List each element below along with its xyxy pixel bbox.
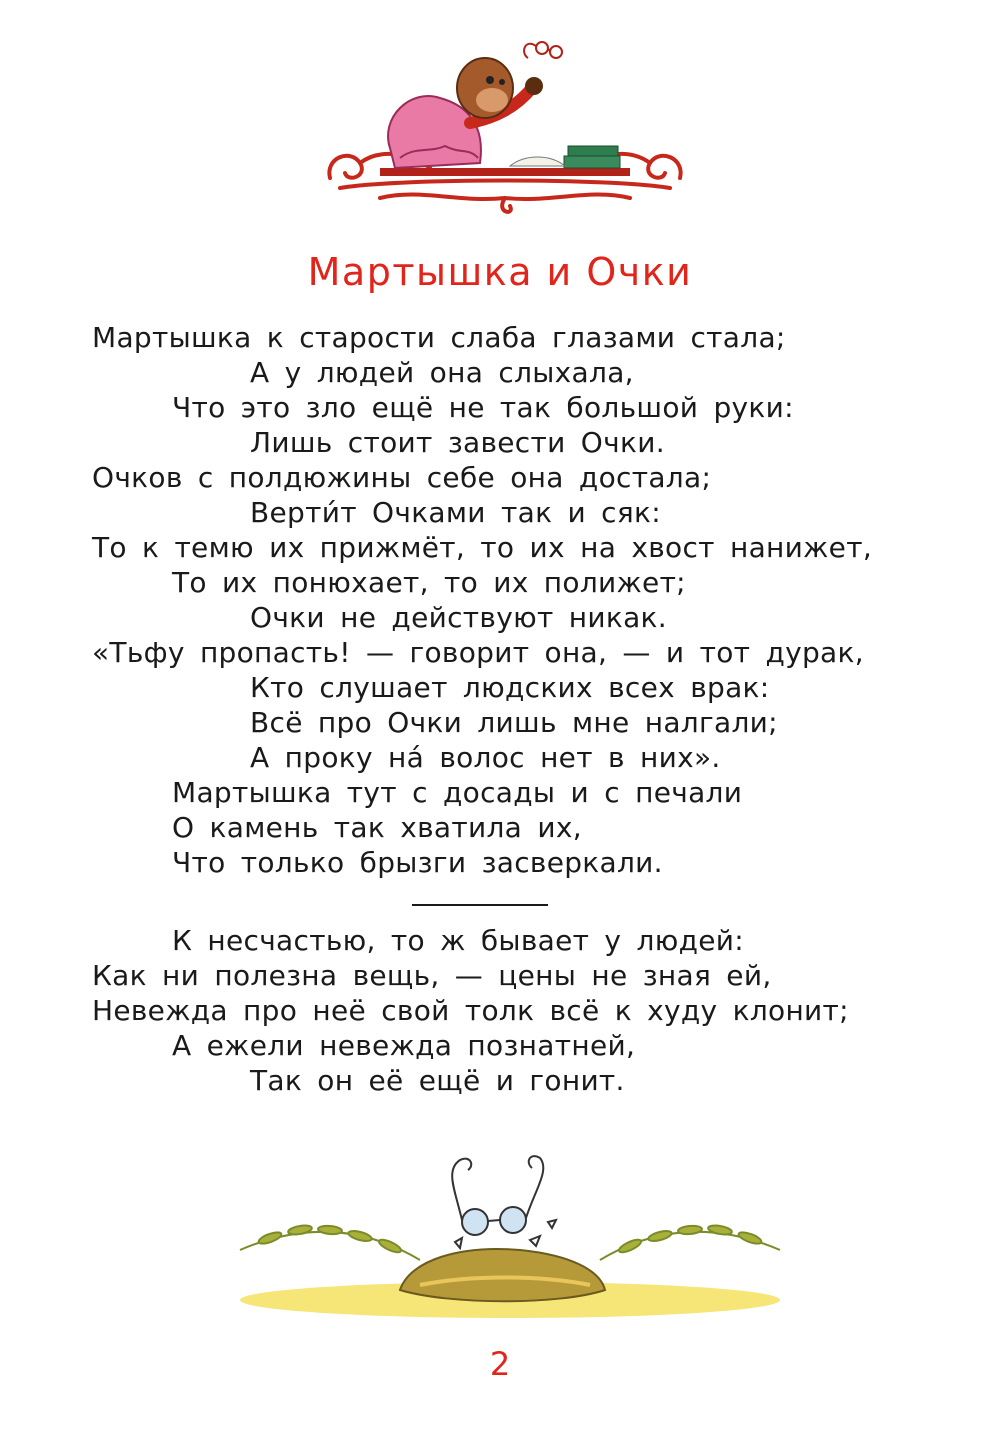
poem-line: К несчастью, то ж бывает у людей:	[172, 924, 744, 957]
monkey-with-glasses-illustration	[320, 28, 690, 218]
poem-line: Мартышка тут с досады и с печали	[172, 776, 743, 809]
poem-line: Что только брызги засверкали.	[172, 846, 663, 879]
poem-line: Мартышка к старости слаба глазами стала;	[92, 321, 786, 354]
stanza-divider	[412, 904, 548, 906]
page-number: 2	[489, 1345, 511, 1383]
ornamental-shelf	[329, 154, 680, 212]
glasses-icon	[524, 42, 562, 58]
poem-line: Невежда про неё свой толк всё к худу клонит;	[92, 994, 849, 1027]
poem-line: То их понюхает, то их полижет;	[172, 566, 686, 599]
poem-line: «Тьфу пропасть! — говорит она, — и тот дурак,	[92, 636, 864, 669]
stone-icon	[400, 1249, 605, 1301]
poem-line: Кто слушает людских всех врак:	[250, 671, 770, 704]
poem-line: А ежели невежда познатней,	[172, 1029, 636, 1062]
poem-line: Так он её ещё и гонит.	[250, 1064, 625, 1097]
poem-title: Мартышка и Очки	[307, 250, 693, 294]
poem-line: Что это зло ещё не так большой руки:	[172, 391, 794, 424]
poem-line: А проку на́ волос нет в них».	[250, 741, 721, 774]
book-icon	[568, 146, 618, 156]
poem-line: Верти́т Очками так и сяк:	[250, 496, 661, 529]
broken-glasses-icon	[452, 1156, 543, 1235]
broken-glasses-on-stone-illustration	[230, 1150, 790, 1320]
poem-line: Как ни полезна вещь, — цены не зная ей,	[92, 959, 772, 992]
poem-line: Всё про Очки лишь мне налгали;	[250, 706, 778, 739]
poem-line: То к темю их прижмёт, то их на хвост нанижет,	[92, 531, 873, 564]
poem-line: Лишь стоит завести Очки.	[250, 426, 665, 459]
poem-line: Очки не действуют никак.	[250, 601, 667, 634]
poem-line: Очков с полдюжины себе она достала;	[92, 461, 712, 494]
poem-line: О камень так хватила их,	[172, 811, 582, 844]
poem-line: А у людей она слыхала,	[250, 356, 634, 389]
